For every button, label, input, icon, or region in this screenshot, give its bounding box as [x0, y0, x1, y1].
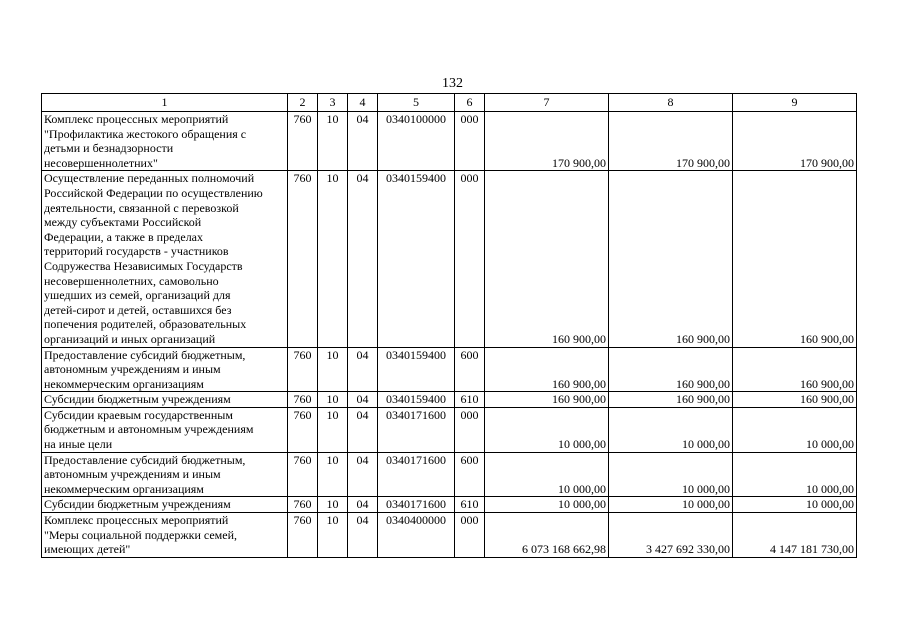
amount-2026-cell: 160 900,00 — [733, 171, 857, 347]
header-row — [42, 94, 857, 112]
row-name-line: несовершеннолетних, самовольно — [44, 273, 219, 288]
row-name-line: Содружества Независимых Государств — [44, 258, 243, 273]
row-name-cell — [42, 112, 288, 171]
target-code-cell: 0340159400 — [378, 347, 455, 392]
row-name-cell — [42, 407, 288, 452]
section-code-cell: 10 — [318, 392, 348, 408]
header-cell-3: 3 — [318, 94, 348, 112]
table-row — [42, 497, 857, 513]
amount-2025-cell: 10 000,00 — [609, 497, 733, 513]
expense-type-code-cell: 000 — [455, 513, 485, 558]
expense-type-code-cell: 000 — [455, 171, 485, 347]
expense-type-code-cell: 610 — [455, 392, 485, 408]
subsection-code-cell: 04 — [348, 112, 378, 171]
amount-2025-cell: 160 900,00 — [609, 392, 733, 408]
amount-2024-cell: 170 900,00 — [485, 112, 609, 171]
admin-code-cell: 760 — [288, 452, 318, 497]
header-cell-8: 8 — [609, 94, 733, 112]
target-code-cell: 0340171600 — [378, 452, 455, 497]
header-cell-6: 6 — [455, 94, 485, 112]
amount-2026-cell: 160 900,00 — [733, 347, 857, 392]
section-code-cell: 10 — [318, 347, 348, 392]
row-name-line: Предоставление субсидий бюджетным, — [44, 452, 246, 467]
amount-2026-cell: 10 000,00 — [733, 407, 857, 452]
subsection-code-cell: 04 — [348, 513, 378, 558]
amount-2026-cell: 4 147 181 730,00 — [733, 513, 857, 558]
row-name-line: "Профилактика жестокого обращения с — [44, 126, 247, 141]
row-name-line: детей-сирот и детей, оставшихся без — [44, 302, 232, 317]
header-cell-1: 1 — [42, 94, 288, 112]
subsection-code-cell: 04 — [348, 347, 378, 392]
admin-code-cell: 760 — [288, 392, 318, 408]
target-code-cell: 0340400000 — [378, 513, 455, 558]
row-name-line: некоммерческим организациям — [44, 376, 204, 391]
row-name-line: деятельности, связанной с перевозкой — [44, 200, 239, 215]
row-name-line: ушедших из семей, организаций для — [44, 288, 231, 303]
subsection-code-cell: 04 — [348, 452, 378, 497]
row-name-line: Субсидии бюджетным учреждениям — [44, 497, 231, 512]
row-name-line: Комплекс процессных мероприятий — [44, 513, 229, 528]
amount-2025-cell: 3 427 692 330,00 — [609, 513, 733, 558]
amount-2024-cell: 10 000,00 — [485, 452, 609, 497]
amount-2024-cell: 160 900,00 — [485, 347, 609, 392]
admin-code-cell: 760 — [288, 407, 318, 452]
row-name-line: между субъектами Российской — [44, 215, 202, 230]
table-body — [42, 112, 857, 558]
amount-2025-cell: 160 900,00 — [609, 171, 733, 347]
table-row — [42, 171, 857, 347]
row-name-line: Субсидии краевым государственным — [44, 407, 233, 422]
table-row — [42, 452, 857, 497]
row-name-line: Комплекс процессных мероприятий — [44, 112, 229, 126]
amount-2026-cell: 10 000,00 — [733, 497, 857, 513]
page-number: 132 — [442, 76, 463, 91]
row-name-line: "Меры социальной поддержки семей, — [44, 527, 238, 542]
row-name-line: некоммерческим организациям — [44, 481, 204, 496]
row-name-line: бюджетным и автономным учреждениям — [44, 422, 254, 437]
target-code-cell: 0340100000 — [378, 112, 455, 171]
table-row — [42, 407, 857, 452]
subsection-code-cell: 04 — [348, 497, 378, 513]
row-name-line: Федерации, а также в пределах — [44, 229, 204, 244]
target-code-cell: 0340171600 — [378, 497, 455, 513]
section-code-cell: 10 — [318, 513, 348, 558]
table-row — [42, 347, 857, 392]
table-row — [42, 112, 857, 171]
amount-2024-cell: 160 900,00 — [485, 171, 609, 347]
amount-2026-cell: 10 000,00 — [733, 452, 857, 497]
row-name-line: автономным учреждениям и иным — [44, 467, 221, 482]
amount-2024-cell: 10 000,00 — [485, 407, 609, 452]
row-name-line: несовершеннолетних" — [44, 155, 158, 170]
expense-type-code-cell: 600 — [455, 452, 485, 497]
amount-2026-cell: 170 900,00 — [733, 112, 857, 171]
row-name-line: территорий государств - участников — [44, 244, 229, 259]
row-name-line: Российской Федерации по осуществлению — [44, 185, 263, 200]
row-name-cell — [42, 497, 288, 513]
amount-2026-cell: 160 900,00 — [733, 392, 857, 408]
amount-2025-cell: 160 900,00 — [609, 347, 733, 392]
section-code-cell: 10 — [318, 407, 348, 452]
header-cell-4: 4 — [348, 94, 378, 112]
target-code-cell: 0340159400 — [378, 171, 455, 347]
row-name-cell — [42, 452, 288, 497]
expense-type-code-cell: 600 — [455, 347, 485, 392]
row-name-cell — [42, 513, 288, 558]
subsection-code-cell: 04 — [348, 407, 378, 452]
section-code-cell: 10 — [318, 171, 348, 347]
table-row — [42, 392, 857, 408]
target-code-cell: 0340159400 — [378, 392, 455, 408]
subsection-code-cell: 04 — [348, 392, 378, 408]
row-name-cell — [42, 171, 288, 347]
row-name-cell — [42, 347, 288, 392]
amount-2024-cell: 6 073 168 662,98 — [485, 513, 609, 558]
row-name-line: автономным учреждениям и иным — [44, 362, 221, 377]
amount-2024-cell: 160 900,00 — [485, 392, 609, 408]
row-name-line: Предоставление субсидий бюджетным, — [44, 347, 246, 362]
section-code-cell: 10 — [318, 112, 348, 171]
row-name-line: Осуществление переданных полномочий — [44, 171, 255, 186]
header-cell-2: 2 — [288, 94, 318, 112]
section-code-cell: 10 — [318, 452, 348, 497]
row-name-line: на иные цели — [44, 437, 113, 452]
section-code-cell: 10 — [318, 497, 348, 513]
row-name-line: имеющих детей" — [44, 542, 131, 557]
admin-code-cell: 760 — [288, 497, 318, 513]
subsection-code-cell: 04 — [348, 171, 378, 347]
target-code-cell: 0340171600 — [378, 407, 455, 452]
amount-2025-cell: 10 000,00 — [609, 407, 733, 452]
expense-type-code-cell: 610 — [455, 497, 485, 513]
admin-code-cell: 760 — [288, 347, 318, 392]
table-row — [42, 513, 857, 558]
admin-code-cell: 760 — [288, 513, 318, 558]
amount-2025-cell: 170 900,00 — [609, 112, 733, 171]
header-cell-7: 7 — [485, 94, 609, 112]
expense-type-code-cell: 000 — [455, 112, 485, 171]
amount-2024-cell: 10 000,00 — [485, 497, 609, 513]
admin-code-cell: 760 — [288, 112, 318, 171]
amount-2025-cell: 10 000,00 — [609, 452, 733, 497]
header-cell-5: 5 — [378, 94, 455, 112]
row-name-line: Субсидии бюджетным учреждениям — [44, 392, 231, 407]
row-name-cell — [42, 392, 288, 408]
admin-code-cell: 760 — [288, 171, 318, 347]
budget-table — [41, 93, 857, 558]
row-name-line: организаций и иных организаций — [44, 331, 216, 346]
header-cell-9: 9 — [733, 94, 857, 112]
row-name-line: детьми и безнадзорности — [44, 141, 174, 156]
expense-type-code-cell: 000 — [455, 407, 485, 452]
row-name-line: попечения родителей, образовательных — [44, 317, 247, 332]
